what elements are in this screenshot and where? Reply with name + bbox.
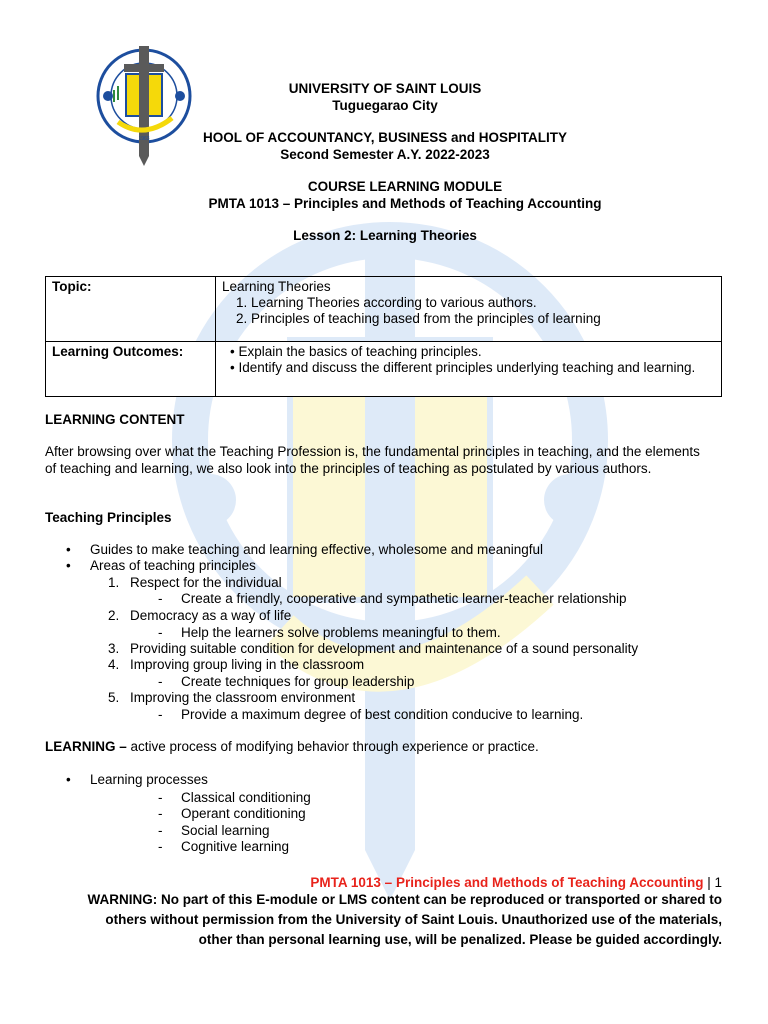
- process-item: Cognitive learning: [181, 839, 290, 854]
- principle-item: Improving the classroom environment: [130, 690, 356, 705]
- bullet-icon: •: [66, 772, 71, 787]
- principle-item: Respect for the individual: [130, 575, 282, 590]
- header-block: [190, 80, 580, 114]
- warning-notice: [40, 890, 722, 950]
- topic-title: Learning Theories: [222, 279, 331, 294]
- module-title: COURSE LEARNING MODULE: [307, 179, 503, 194]
- svg-text:1963: 1963: [138, 136, 150, 142]
- list-number: 4.: [108, 657, 120, 672]
- university-city: Tuguegarao City: [332, 98, 438, 113]
- lesson-title: Lesson 2: Learning Theories: [293, 228, 477, 243]
- semester: Second Semester A.Y. 2022-2023: [280, 147, 490, 162]
- topic-table: [45, 276, 722, 397]
- course-title: PMTA 1013 – Principles and Methods of Teaching Accounting: [208, 196, 602, 211]
- bullet-text: Areas of teaching principles: [90, 558, 256, 573]
- dash-marker: -: [158, 707, 163, 722]
- list-number: 1.: [108, 575, 120, 590]
- teaching-principles-heading: Teaching Principles: [45, 510, 172, 525]
- footer-course: PMTA 1013 – Principles and Methods of Teaching Accounting: [310, 875, 704, 890]
- learning-def-text: active process of modifying behavior through experience or practice.: [126, 739, 539, 754]
- warning-line: other than personal learning use, will be penalized. Please be guided accordingly.: [198, 932, 722, 947]
- principle-item: Improving group living in the classroom: [130, 657, 365, 672]
- topic-cell: [216, 277, 722, 342]
- school-block: [150, 129, 620, 163]
- principle-subitem: Create techniques for group leadership: [181, 674, 415, 689]
- list-number: 2.: [108, 608, 120, 623]
- dash-marker: -: [158, 839, 163, 854]
- bullet-icon: •: [66, 542, 71, 557]
- outcomes-label: Learning Outcomes:: [46, 342, 216, 397]
- university-name: UNIVERSITY OF SAINT LOUIS: [288, 81, 482, 96]
- processes-label: Learning processes: [90, 772, 208, 787]
- module-block: [150, 178, 660, 212]
- page-number: | 1: [703, 875, 722, 890]
- warning-line: WARNING: No part of this E-module or LMS content can be reproduced or transported or shared to: [87, 892, 722, 907]
- process-item: Social learning: [181, 823, 270, 838]
- learning-definition: [45, 739, 539, 754]
- warning-line: others without permission from the University of Saint Louis. Unauthorized use of the materials,: [105, 912, 722, 927]
- principle-item: Providing suitable condition for development and maintenance of a sound personality: [130, 641, 639, 656]
- bullet-text: Guides to make teaching and learning effective, wholesome and meaningful: [90, 542, 544, 557]
- list-number: 5.: [108, 690, 120, 705]
- topic-item: 1. Learning Theories according to various authors.: [236, 295, 537, 310]
- intro-paragraph-line: After browsing over what the Teaching Profession is, the fundamental principles in teaching, and the elements: [45, 444, 700, 459]
- process-item: Operant conditioning: [181, 806, 306, 821]
- principle-subitem: Help the learners solve problems meaningful to them.: [181, 625, 501, 640]
- topic-label: Topic:: [46, 277, 216, 342]
- school-name: HOOL OF ACCOUNTANCY, BUSINESS and HOSPITALITY: [202, 130, 568, 145]
- dash-marker: -: [158, 790, 163, 805]
- topic-item: 2. Principles of teaching based from the principles of learning: [236, 311, 601, 326]
- process-item: Classical conditioning: [181, 790, 311, 805]
- principle-item: Democracy as a way of life: [130, 608, 292, 623]
- dash-marker: -: [158, 823, 163, 838]
- outcome-item: • Identify and discuss the different principles underlying teaching and learning.: [230, 360, 696, 375]
- bullet-icon: •: [66, 558, 71, 573]
- principle-subitem: Create a friendly, cooperative and sympathetic learner-teacher relationship: [181, 591, 627, 606]
- dash-marker: -: [158, 806, 163, 821]
- dash-marker: -: [158, 674, 163, 689]
- learning-content-heading: LEARNING CONTENT: [45, 412, 185, 427]
- outcome-item: • Explain the basics of teaching principles.: [230, 344, 482, 359]
- list-number: 3.: [108, 641, 120, 656]
- learning-term: LEARNING –: [45, 739, 127, 754]
- outcomes-cell: [216, 342, 722, 397]
- dash-marker: -: [158, 625, 163, 640]
- intro-paragraph-line: of teaching and learning, we also look into the principles of teaching as postulated by various authors.: [45, 461, 652, 476]
- dash-marker: -: [158, 591, 163, 606]
- principle-subitem: Provide a maximum degree of best condition conducive to learning.: [181, 707, 584, 722]
